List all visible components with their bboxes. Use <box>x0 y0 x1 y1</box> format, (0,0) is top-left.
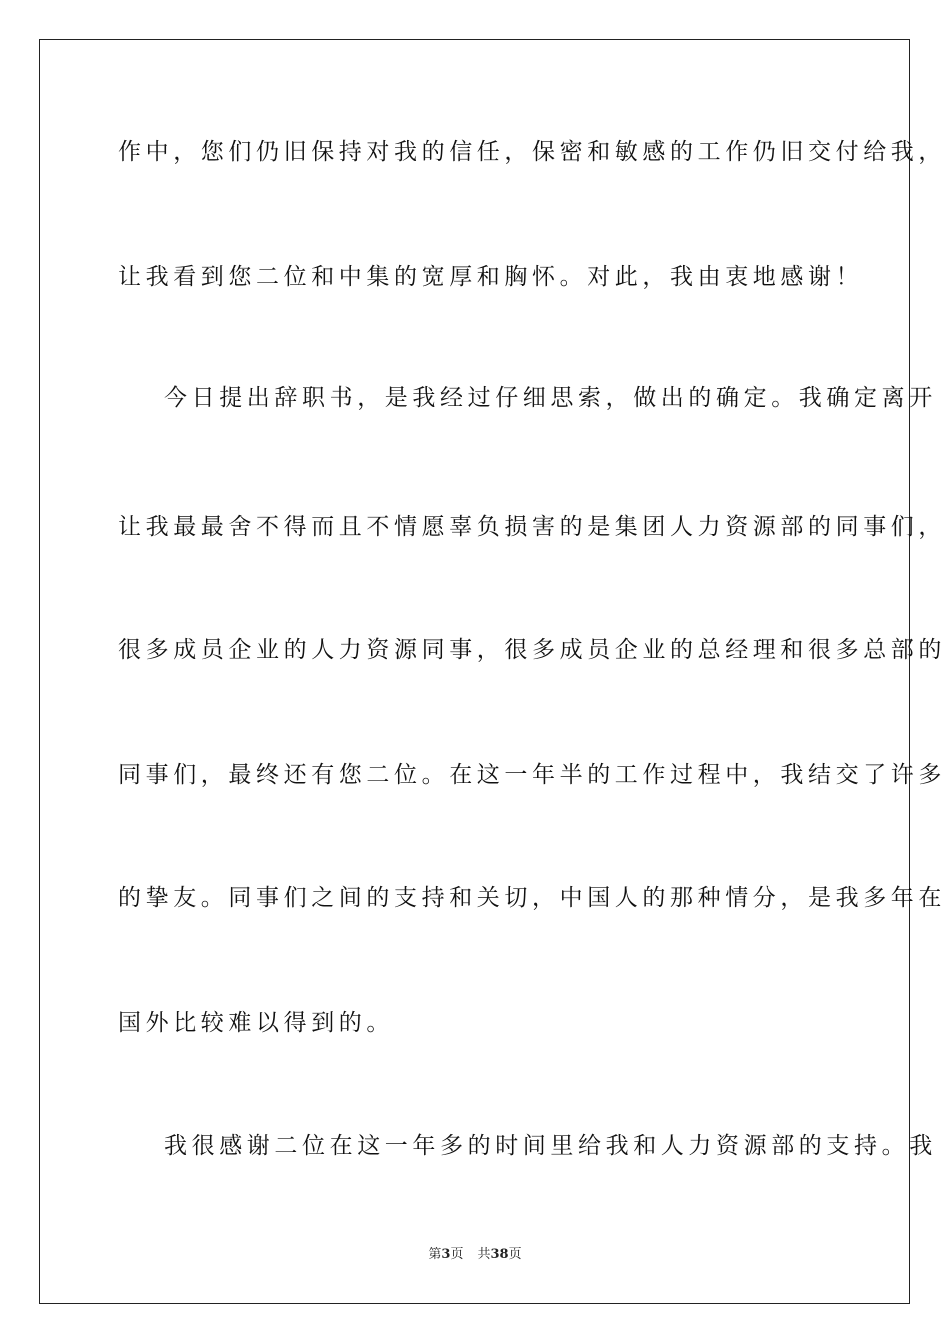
footer-total-suffix: 页 <box>508 1247 522 1262</box>
body-text-line-8: 国外比较难以得到的。 <box>118 1010 394 1036</box>
footer-total-pages: 38 <box>490 1247 509 1262</box>
footer-page-suffix: 页 <box>450 1247 464 1262</box>
body-text-line-7: 的挚友。同事们之间的支持和关切，中国人的那种情分，是我多年在 <box>118 885 946 911</box>
body-text-line-3: 今日提出辞职书，是我经过仔细思索，做出的确定。我确定离开 <box>164 385 937 411</box>
body-text-line-2: 让我看到您二位和中集的宽厚和胸怀。对此，我由衷地感谢！ <box>118 264 864 290</box>
footer-total-prefix: 共 <box>477 1247 491 1262</box>
page-border <box>39 39 946 1304</box>
body-text-line-6: 同事们，最终还有您二位。在这一年半的工作过程中，我结交了许多 <box>118 762 946 788</box>
body-text-line-9: 我很感谢二位在这一年多的时间里给我和人力资源部的支持。我 <box>164 1133 937 1159</box>
footer-page-number: 3 <box>441 1247 451 1262</box>
page-footer <box>0 1247 950 1263</box>
body-text-line-5: 很多成员企业的人力资源同事，很多成员企业的总经理和很多总部的 <box>118 637 946 663</box>
footer-page-prefix: 第 <box>428 1247 442 1262</box>
body-text-line-1: 作中，您们仍旧保持对我的信任，保密和敏感的工作仍旧交付给我， <box>118 139 946 165</box>
body-text-line-4: 让我最最舍不得而且不情愿辜负损害的是集团人力资源部的同事们， <box>118 514 946 540</box>
